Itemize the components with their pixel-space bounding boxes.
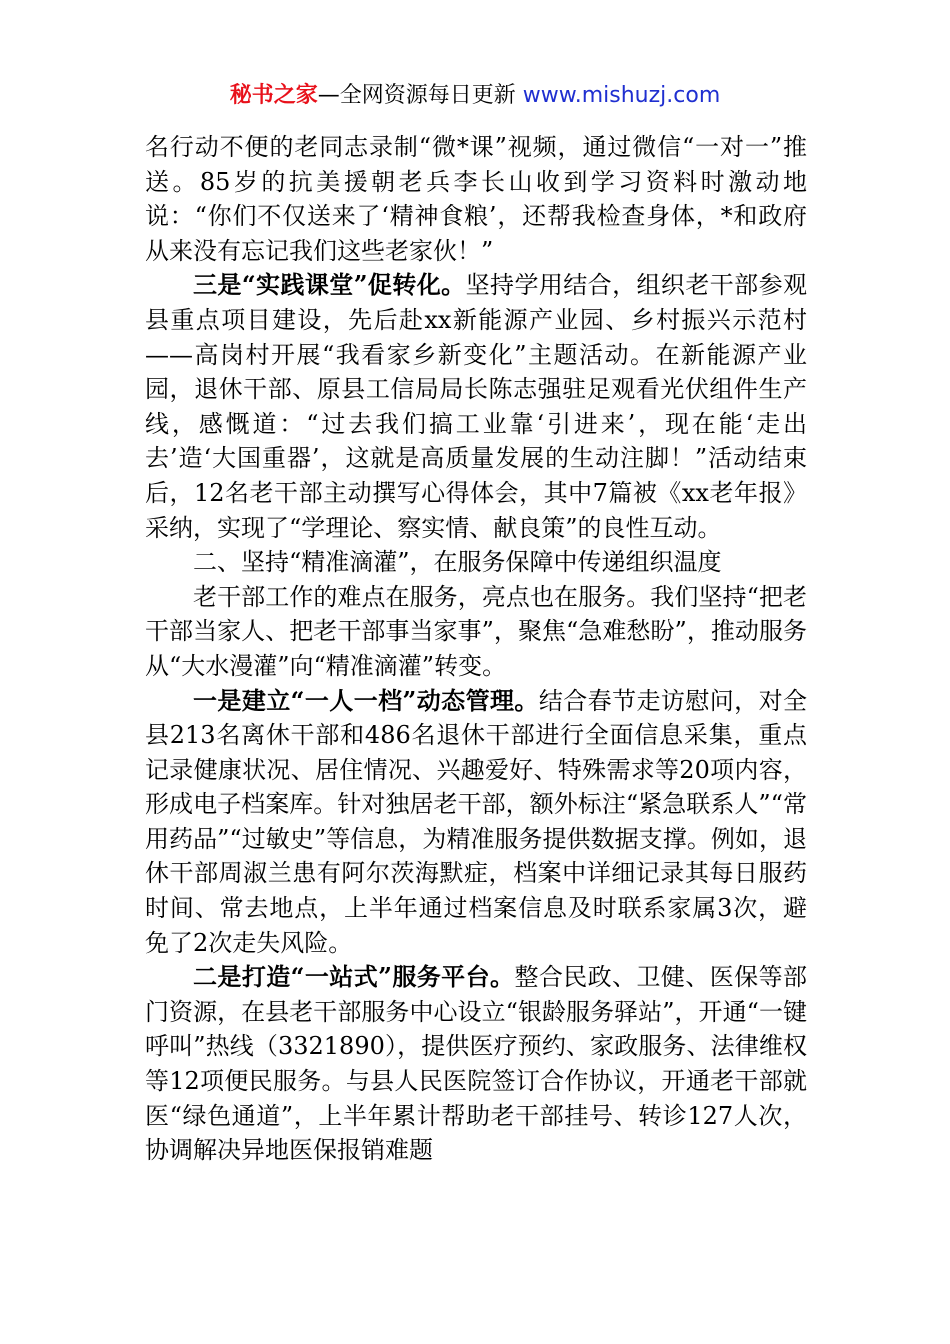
paragraph-text: 名行动不便的老同志录制“微*课”视频，通过微信“一对一”推送。85岁的抗美援朝老兵李长山收到学习资料时激动地说：“你们不仅送来了‘精神食粮’，还帮我检查身体，*和政府从来没有忘记我们这些老家伙！” — [145, 133, 807, 265]
paragraph-lead-heading: 二是打造“一站式”服务平台。 — [193, 962, 515, 992]
document-body — [145, 130, 807, 1168]
section-heading-precise-service — [145, 545, 807, 580]
section-heading-text: 二、坚持“精准滴灌”，在服务保障中传递组织温度 — [193, 548, 722, 577]
site-tagline: —全网资源每日更新 — [317, 83, 523, 108]
paragraph-dynamic-archive — [145, 684, 807, 961]
paragraph-one-stop-platform — [145, 960, 807, 1168]
paragraph-lead-heading: 三是“实践课堂”促转化。 — [193, 270, 466, 300]
paragraph-text: 坚持学用结合，组织老干部参观县重点项目建设，先后赴xx新能源产业园、乡村振兴示范村——高岗村开展“我看家乡新变化”主题活动。在新能源产业园，退休干部、原县工信局局长陈志强驻足观看光伏组件生产线，感慨道：“过去我们搞工业靠‘引进来’，现在能‘走出去’造‘大国重器’，这就是高质量发展的生动注脚！”活动结束后，12名老干部主动撰写心得体会，其中7篇被《xx老年报》采纳，实现了“学理论、察实情、献良策”的良性互动。 — [145, 271, 808, 542]
paragraph-text: 老干部工作的难点在服务，亮点也在服务。我们坚持“把老干部当家人、把老干部事当家事”，聚焦“急难愁盼”，推动服务从“大水漫灌”向“精准滴灌”转变。 — [145, 582, 807, 680]
paragraph-service-intro — [145, 580, 807, 684]
paragraph-text: 结合春节走访慰问，对全县213名离休干部和486名退休干部进行全面信息采集，重点记录健康状况、居住情况、兴趣爱好、特殊需求等20项内容，形成电子档案库。针对独居老干部，额外标注“紧急联系人”“常用药品”“过敏史”等信息，为精准服务提供数据支撑。例如，退休干部周淑兰患有阿尔茨海默症，档案中详细记录其每日服药时间、常去地点，上半年通过档案信息及时联系家属3次，避免了2次走失风险。 — [145, 686, 807, 957]
paragraph-practice-classroom — [145, 268, 807, 545]
paragraph-continuation — [145, 130, 807, 268]
site-brand: 秘书之家 — [229, 83, 318, 108]
site-header — [0, 80, 950, 112]
paragraph-text: 整合民政、卫健、医保等部门资源，在县老干部服务中心设立“银龄服务驿站”，开通“一键呼叫”热线（3321890），提供医疗预约、家政服务、法律维权等12项便民服务。与县人民医院签订合作协议，开通老干部就医“绿色通道”，上半年累计帮助老干部挂号、转诊127人次，协调解决异地医保报销难题 — [145, 963, 808, 1165]
paragraph-lead-heading: 一是建立“一人一档”动态管理。 — [193, 685, 539, 715]
site-url-link[interactable]: www.mishuzj.com — [522, 83, 721, 108]
